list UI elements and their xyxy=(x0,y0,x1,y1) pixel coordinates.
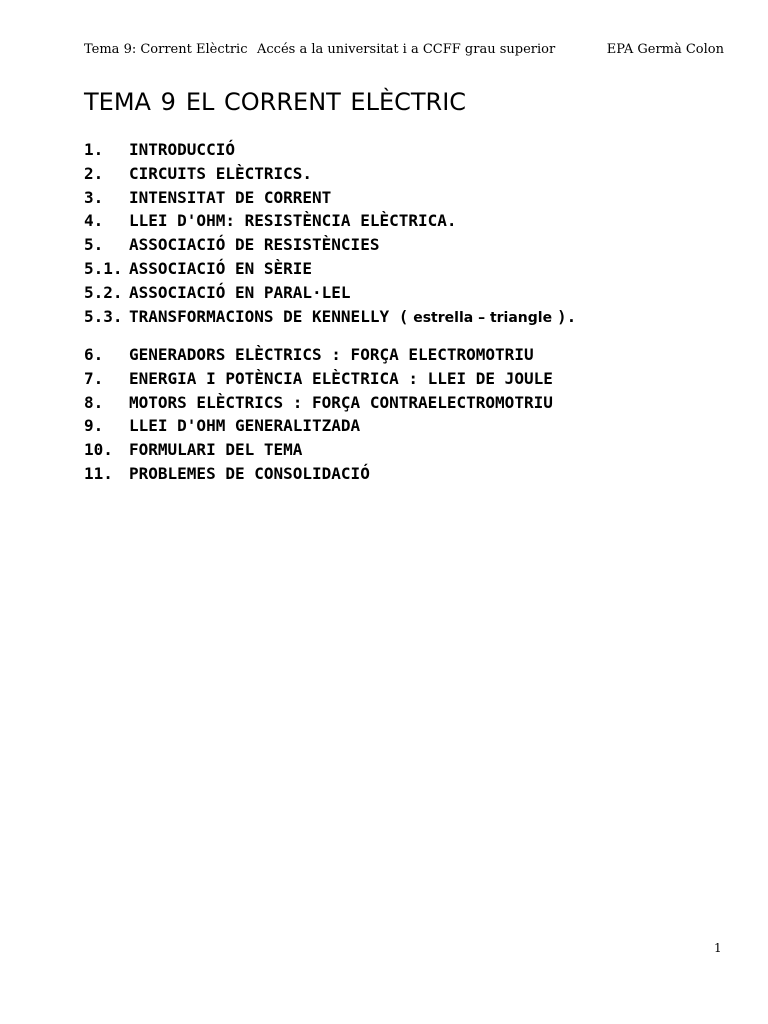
toc-note: estrella – triangle xyxy=(408,309,557,326)
toc-number: 10. xyxy=(84,440,113,460)
toc-label: TRANSFORMACIONS DE KENNELLY ( xyxy=(129,306,409,326)
toc-label: INTENSITAT DE CORRENT xyxy=(129,187,332,207)
toc-number: 7. xyxy=(84,368,104,388)
page-header xyxy=(84,42,724,62)
toc-label: ASSOCIACIÓ DE RESISTÈNCIES xyxy=(129,235,380,255)
toc-number: 2. xyxy=(84,163,104,183)
toc-label: MOTORS ELÈCTRICS : FORÇA CONTRAELECTROMOTRIU xyxy=(129,392,553,412)
toc-number: 3. xyxy=(84,187,104,207)
header-course: Accés a la universitat i a CCFF grau superior xyxy=(257,42,556,57)
toc-number: 5.2. xyxy=(84,282,123,302)
toc-suffix: ). xyxy=(556,306,577,326)
toc-label: ASSOCIACIÓ EN SÈRIE xyxy=(129,258,313,278)
toc-label: FORMULARI DEL TEMA xyxy=(129,440,303,460)
toc-label: ASSOCIACIÓ EN PARAL·LEL xyxy=(129,282,351,302)
toc-label: ENERGIA I POTÈNCIA ELÈCTRICA : LLEI DE JOULE xyxy=(129,368,553,388)
toc-number: 5.3. xyxy=(84,306,123,326)
toc-label: LLEI D'OHM: RESISTÈNCIA ELÈCTRICA. xyxy=(129,211,457,231)
page-title xyxy=(84,88,466,116)
toc-number: 5. xyxy=(84,235,104,255)
toc-label: INTRODUCCIÓ xyxy=(129,140,235,159)
title-topic-number: TEMA 9 xyxy=(84,88,176,116)
toc-label-with-note xyxy=(129,305,576,331)
header-school: EPA Germà Colon xyxy=(606,42,724,57)
toc-number: 1. xyxy=(84,140,104,159)
page-number: 1 xyxy=(714,941,722,955)
header-topic: Tema 9: Corrent Elèctric xyxy=(84,42,248,57)
toc-number: 6. xyxy=(84,345,104,364)
toc-label: LLEI D'OHM GENERALITZADA xyxy=(129,416,361,436)
toc-number: 5.1. xyxy=(84,258,123,278)
title-topic-name: EL CORRENT ELÈCTRIC xyxy=(185,88,467,116)
toc-number: 9. xyxy=(84,416,104,436)
toc-label: CIRCUITS ELÈCTRICS. xyxy=(129,163,313,183)
toc-label: PROBLEMES DE CONSOLIDACIÓ xyxy=(129,463,370,483)
toc-number: 4. xyxy=(84,211,104,231)
toc-number: 8. xyxy=(84,392,104,412)
toc-number: 11. xyxy=(84,463,113,483)
toc-label: GENERADORS ELÈCTRICS : FORÇA ELECTROMOTRIU xyxy=(129,345,534,364)
